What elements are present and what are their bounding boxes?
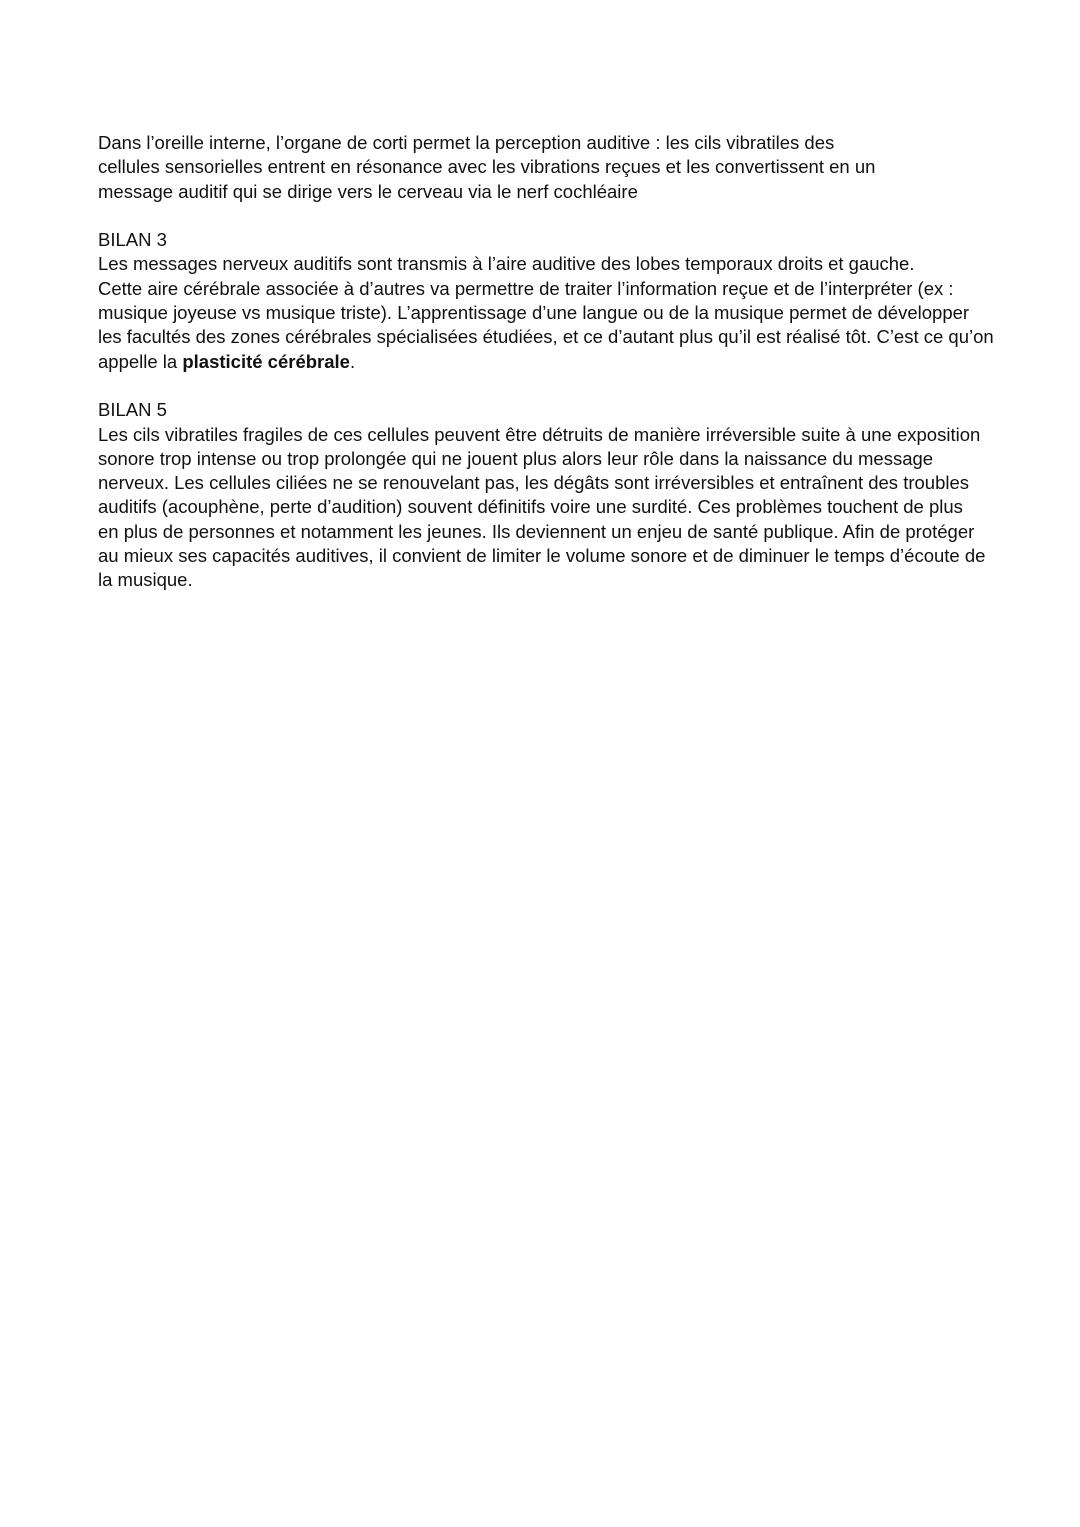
bilan-5-paragraph <box>98 423 1003 593</box>
text-line: Les cils vibratiles fragiles de ces cellules peuvent être détruits de manière irréversible suite à une exposition <box>98 423 981 445</box>
text-line: Dans l’oreille interne, l’organe de corti permet la perception auditive : les cils vibratiles des <box>98 132 835 153</box>
text-line: les facultés des zones cérébrales spécialisées étudiées, et ce d’autant plus qu’il est réalisé tôt. C’est ce qu’on <box>98 326 994 348</box>
bilan-3-paragraph <box>98 252 1003 373</box>
text-line: auditifs (acouphène, perte d’audition) souvent définitifs voire une surdité. Ces problèmes touchent de plus <box>98 496 963 518</box>
text-line: la musique. <box>98 569 193 591</box>
paragraph-spacer <box>98 374 1003 398</box>
text-line: sonore trop intense ou trop prolongée qui ne jouent plus alors leur rôle dans la naissance du message <box>98 447 934 469</box>
text-fragment: . <box>349 350 356 372</box>
text-line: message auditif qui se dirige vers le cerveau via le nerf cochléaire <box>98 180 638 202</box>
bilan-3-heading: BILAN 3 <box>98 229 167 251</box>
bilan-5-heading: BILAN 5 <box>98 399 167 421</box>
text-fragment: appelle la <box>98 350 183 372</box>
text-line: nerveux. Les cellules ciliées ne se renouvelant pas, les dégâts sont irréversibles et entraînent des troubles <box>98 472 970 494</box>
text-line: musique joyeuse vs musique triste). L’apprentissage d’une langue ou de la musique permet de développer <box>98 302 970 324</box>
text-line: cellules sensorielles entrent en résonance avec les vibrations reçues et les convertissent en un <box>98 156 876 178</box>
text-line: Cette aire cérébrale associée à d’autres va permettre de traiter l’information reçue et de l’interpréter (ex : <box>98 277 954 299</box>
paragraph-spacer <box>98 204 1003 228</box>
document-page <box>98 131 1003 593</box>
text-line: au mieux ses capacités auditives, il convient de limiter le volume sonore et de diminuer le temps d’écoute de <box>98 545 986 567</box>
text-line-with-bold-term <box>98 350 1003 374</box>
text-line: en plus de personnes et notamment les jeunes. Ils deviennent un enjeu de santé publique. Afin de protéger <box>98 520 975 542</box>
text-line: Les messages nerveux auditifs sont transmis à l’aire auditive des lobes temporaux droits et gauche. <box>98 253 915 275</box>
intro-paragraph <box>98 131 1003 204</box>
key-term-bold: plasticité cérébrale <box>182 350 350 372</box>
